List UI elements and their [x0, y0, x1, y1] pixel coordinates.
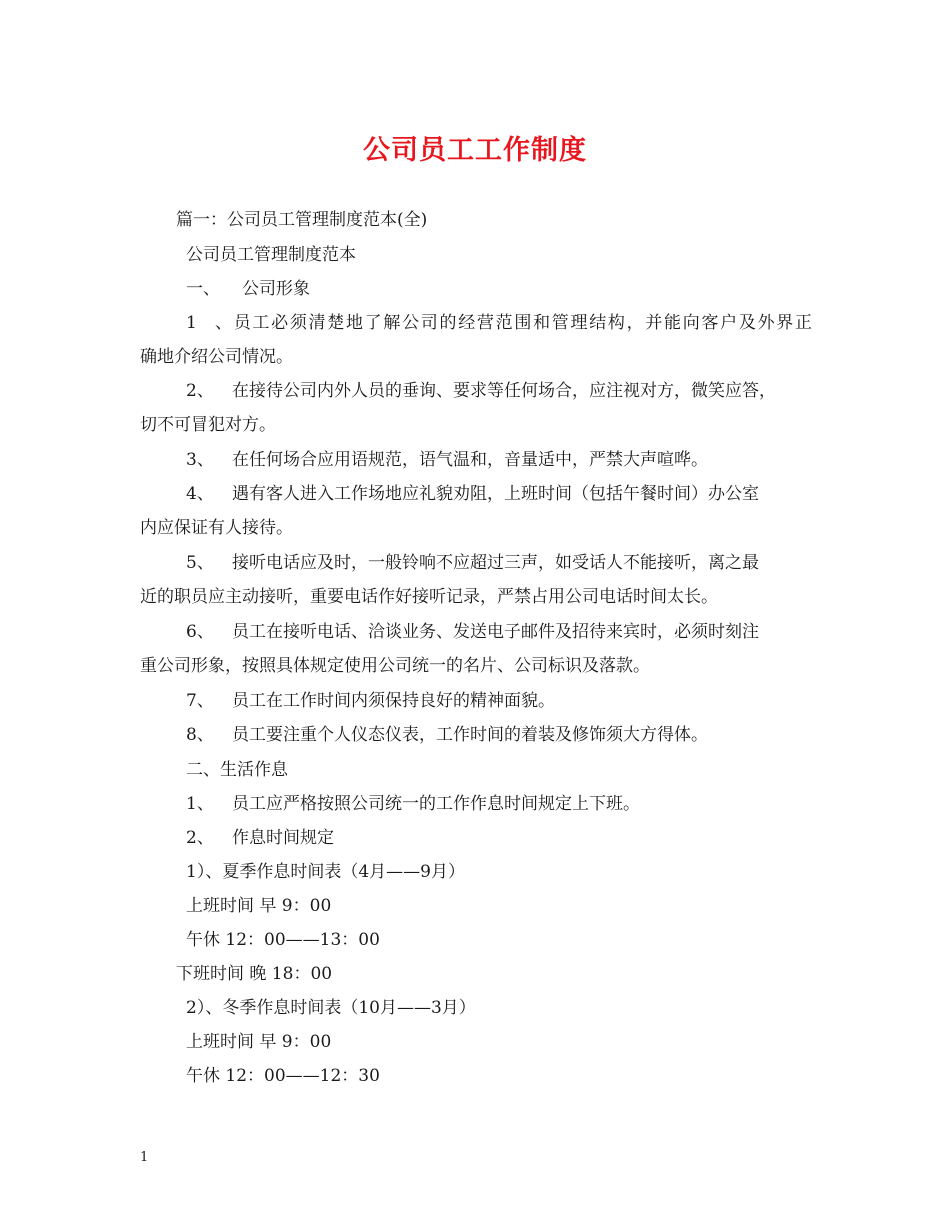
item-number: 1、 [186, 313, 232, 333]
summer-schedule-heading: 1）、夏季作息时间表（4月——9月） [186, 862, 465, 882]
item-number: 2、 [186, 828, 214, 848]
item-number: 4、 [186, 484, 214, 504]
section-title: 公司形象 [242, 279, 310, 299]
list-item [186, 725, 708, 745]
item-text: 在任何场合应用语规范，语气温和，音量适中，严禁大声喧哗。 [232, 450, 708, 470]
list-item [186, 622, 759, 642]
list-item [186, 450, 708, 470]
list-item [186, 381, 776, 401]
list-item [186, 553, 759, 573]
item-number: 6、 [186, 622, 214, 642]
item-number: 1、 [186, 794, 214, 814]
item-text: 接听电话应及时，一般铃响不应超过三声，如受话人不能接听，离之最 [232, 553, 759, 573]
item-number: 7、 [186, 691, 214, 711]
item-continuation: 内应保证有人接待。 [140, 518, 293, 538]
summer-lunch-time: 午休 12：00——13：00 [186, 930, 380, 950]
winter-start-time: 上班时间 早 9：00 [186, 1032, 332, 1052]
winter-lunch-time: 午休 12：00——12：30 [186, 1066, 380, 1086]
winter-schedule-heading: 2）、冬季作息时间表（10月——3月） [186, 998, 476, 1018]
section-heading-1 [186, 279, 310, 299]
summer-start-time: 上班时间 早 9：00 [186, 896, 332, 916]
document-name: 公司员工管理制度范本 [186, 245, 356, 265]
item-text: 员工在工作时间内须保持良好的精神面貌。 [232, 691, 555, 711]
item-text: 员工要注重个人仪态仪表，工作时间的着装及修饰须大方得体。 [232, 725, 708, 745]
summer-end-time: 下班时间 晚 18：00 [176, 964, 333, 984]
item-text: 遇有客人进入工作场地应礼貌劝阻，上班时间（包括午餐时间）办公室 [232, 484, 759, 504]
item-number: 2、 [186, 381, 214, 401]
list-item [186, 691, 555, 711]
item-continuation: 确地介绍公司情况。 [140, 347, 293, 367]
item-continuation: 重公司形象，按照具体规定使用公司统一的名片、公司标识及落款。 [140, 656, 650, 676]
document-title: 公司员工工作制度 [363, 135, 587, 166]
item-text: 在接待公司内外人员的垂询、要求等任何场合，应注视对方，微笑应答， [232, 381, 776, 401]
list-item [186, 313, 812, 333]
item-continuation: 近的职员应主动接听，重要电话作好接听记录，严禁占用公司电话时间太长。 [140, 587, 718, 607]
article-subtitle: 篇一：公司员工管理制度范本(全) [176, 210, 428, 230]
item-continuation: 切不可冒犯对方。 [140, 415, 276, 435]
section-number: 一、 [186, 279, 220, 299]
item-text: 员工应严格按照公司统一的工作作息时间规定上下班。 [232, 794, 640, 814]
item-number: 5、 [186, 553, 214, 573]
list-item [186, 828, 334, 848]
item-text: 员工必须清楚地了解公司的经营范围和管理结构，并能向客户及外界正 [232, 313, 812, 333]
list-item [186, 794, 640, 814]
item-text: 作息时间规定 [232, 828, 334, 848]
item-number: 8、 [186, 725, 214, 745]
page-number: 1 [140, 1150, 149, 1165]
item-number: 3、 [186, 450, 214, 470]
section-heading-2: 二、生活作息 [186, 760, 288, 780]
item-text: 员工在接听电话、洽谈业务、发送电子邮件及招待来宾时，必须时刻注 [232, 622, 759, 642]
list-item [186, 484, 759, 504]
